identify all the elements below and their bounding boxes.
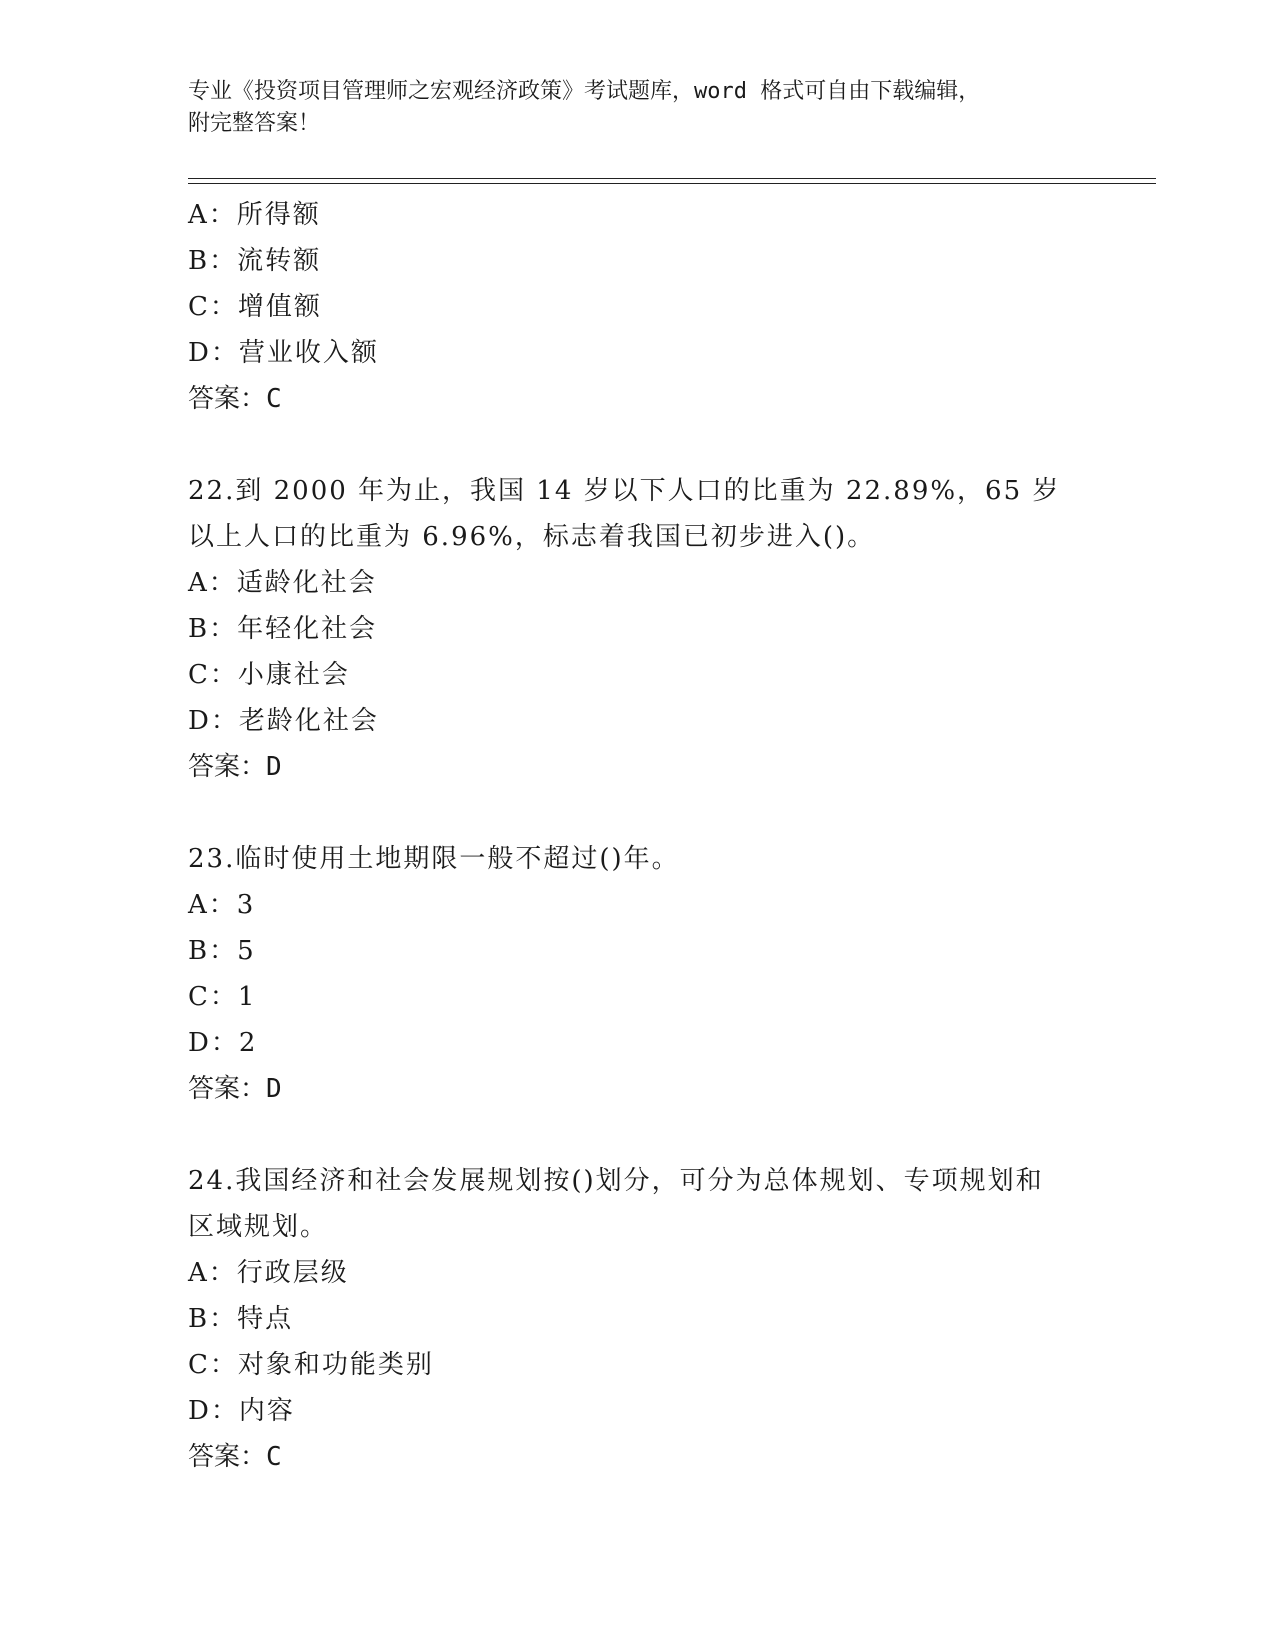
option-letter: D： bbox=[188, 1028, 239, 1058]
answer-line bbox=[188, 1066, 1088, 1112]
option-b bbox=[188, 606, 1088, 652]
option-text: 营业收入额 bbox=[238, 338, 379, 368]
option-letter: A： bbox=[188, 1258, 237, 1288]
option-c bbox=[188, 284, 1088, 330]
option-text: 所得额 bbox=[236, 200, 321, 230]
option-text: 年轻化社会 bbox=[237, 614, 378, 644]
document-header bbox=[188, 76, 1088, 140]
option-letter: B： bbox=[188, 1304, 238, 1334]
option-d bbox=[188, 330, 1088, 376]
option-text: 3 bbox=[236, 890, 256, 920]
question-list bbox=[188, 192, 1088, 1480]
spacer bbox=[188, 790, 1088, 836]
option-a bbox=[188, 1250, 1088, 1296]
option-letter: B： bbox=[188, 936, 238, 966]
option-c bbox=[188, 974, 1088, 1020]
option-a bbox=[188, 882, 1088, 928]
option-letter: D： bbox=[188, 338, 239, 368]
option-text: 行政层级 bbox=[236, 1258, 349, 1288]
option-letter: D： bbox=[188, 1396, 239, 1426]
option-text: 内容 bbox=[238, 1396, 295, 1426]
answer-label: 答案： bbox=[188, 752, 267, 782]
question-24 bbox=[188, 1158, 1088, 1480]
answer-line bbox=[188, 744, 1088, 790]
header-divider-top bbox=[188, 178, 1156, 179]
option-text: 增值额 bbox=[237, 292, 322, 322]
option-text: 特点 bbox=[237, 1304, 294, 1334]
option-letter: A： bbox=[188, 890, 237, 920]
header-divider-bottom bbox=[188, 183, 1156, 184]
option-d bbox=[188, 1388, 1088, 1434]
option-text: 2 bbox=[238, 1028, 258, 1058]
option-c bbox=[188, 1342, 1088, 1388]
option-letter: D： bbox=[188, 706, 239, 736]
question-text: 23.临时使用土地期限一般不超过()年。 bbox=[188, 844, 680, 874]
option-text: 老龄化社会 bbox=[238, 706, 379, 736]
question-21 bbox=[188, 192, 1088, 422]
option-letter: C： bbox=[188, 982, 238, 1012]
answer-label: 答案： bbox=[188, 384, 267, 414]
option-text: 适龄化社会 bbox=[236, 568, 377, 598]
spacer bbox=[188, 422, 1088, 468]
answer-label: 答案： bbox=[188, 1074, 267, 1104]
answer-line bbox=[188, 376, 1088, 422]
answer-value: D bbox=[266, 752, 282, 782]
option-letter: B： bbox=[188, 246, 238, 276]
question-text: 24.我国经济和社会发展规划按()划分，可分为总体规划、专项规划和区域规划。 bbox=[188, 1166, 1044, 1242]
option-letter: C： bbox=[188, 1350, 238, 1380]
answer-value: C bbox=[266, 1442, 282, 1472]
option-letter: B： bbox=[188, 614, 238, 644]
option-d bbox=[188, 1020, 1088, 1066]
option-b bbox=[188, 1296, 1088, 1342]
spacer bbox=[188, 1112, 1088, 1158]
answer-label: 答案： bbox=[188, 1442, 267, 1472]
option-text: 5 bbox=[237, 936, 256, 966]
option-c bbox=[188, 652, 1088, 698]
answer-value: D bbox=[266, 1074, 282, 1104]
answer-line bbox=[188, 1434, 1088, 1480]
question-23 bbox=[188, 836, 1088, 1112]
option-letter: A： bbox=[188, 200, 237, 230]
option-text: 流转额 bbox=[237, 246, 322, 276]
option-letter: C： bbox=[188, 292, 238, 322]
option-text: 小康社会 bbox=[237, 660, 350, 690]
option-letter: A： bbox=[188, 568, 237, 598]
option-a bbox=[188, 560, 1088, 606]
answer-value: C bbox=[266, 384, 282, 414]
option-text: 1 bbox=[237, 982, 257, 1012]
option-a bbox=[188, 192, 1088, 238]
option-b bbox=[188, 238, 1088, 284]
option-text: 对象和功能类别 bbox=[237, 1350, 434, 1380]
question-22 bbox=[188, 468, 1088, 790]
option-b bbox=[188, 928, 1088, 974]
option-letter: C： bbox=[188, 660, 238, 690]
question-text: 22.到 2000 年为止，我国 14 岁以下人口的比重为 22.89%，65 岁以上人口的比重为 6.96%，标志着我国已初步进入()。 bbox=[188, 476, 1061, 552]
header-line-2: 附完整答案！ bbox=[188, 111, 321, 136]
option-d bbox=[188, 698, 1088, 744]
header-line-1: 专业《投资项目管理师之宏观经济政策》考试题库，word 格式可自由下载编辑， bbox=[188, 79, 981, 104]
